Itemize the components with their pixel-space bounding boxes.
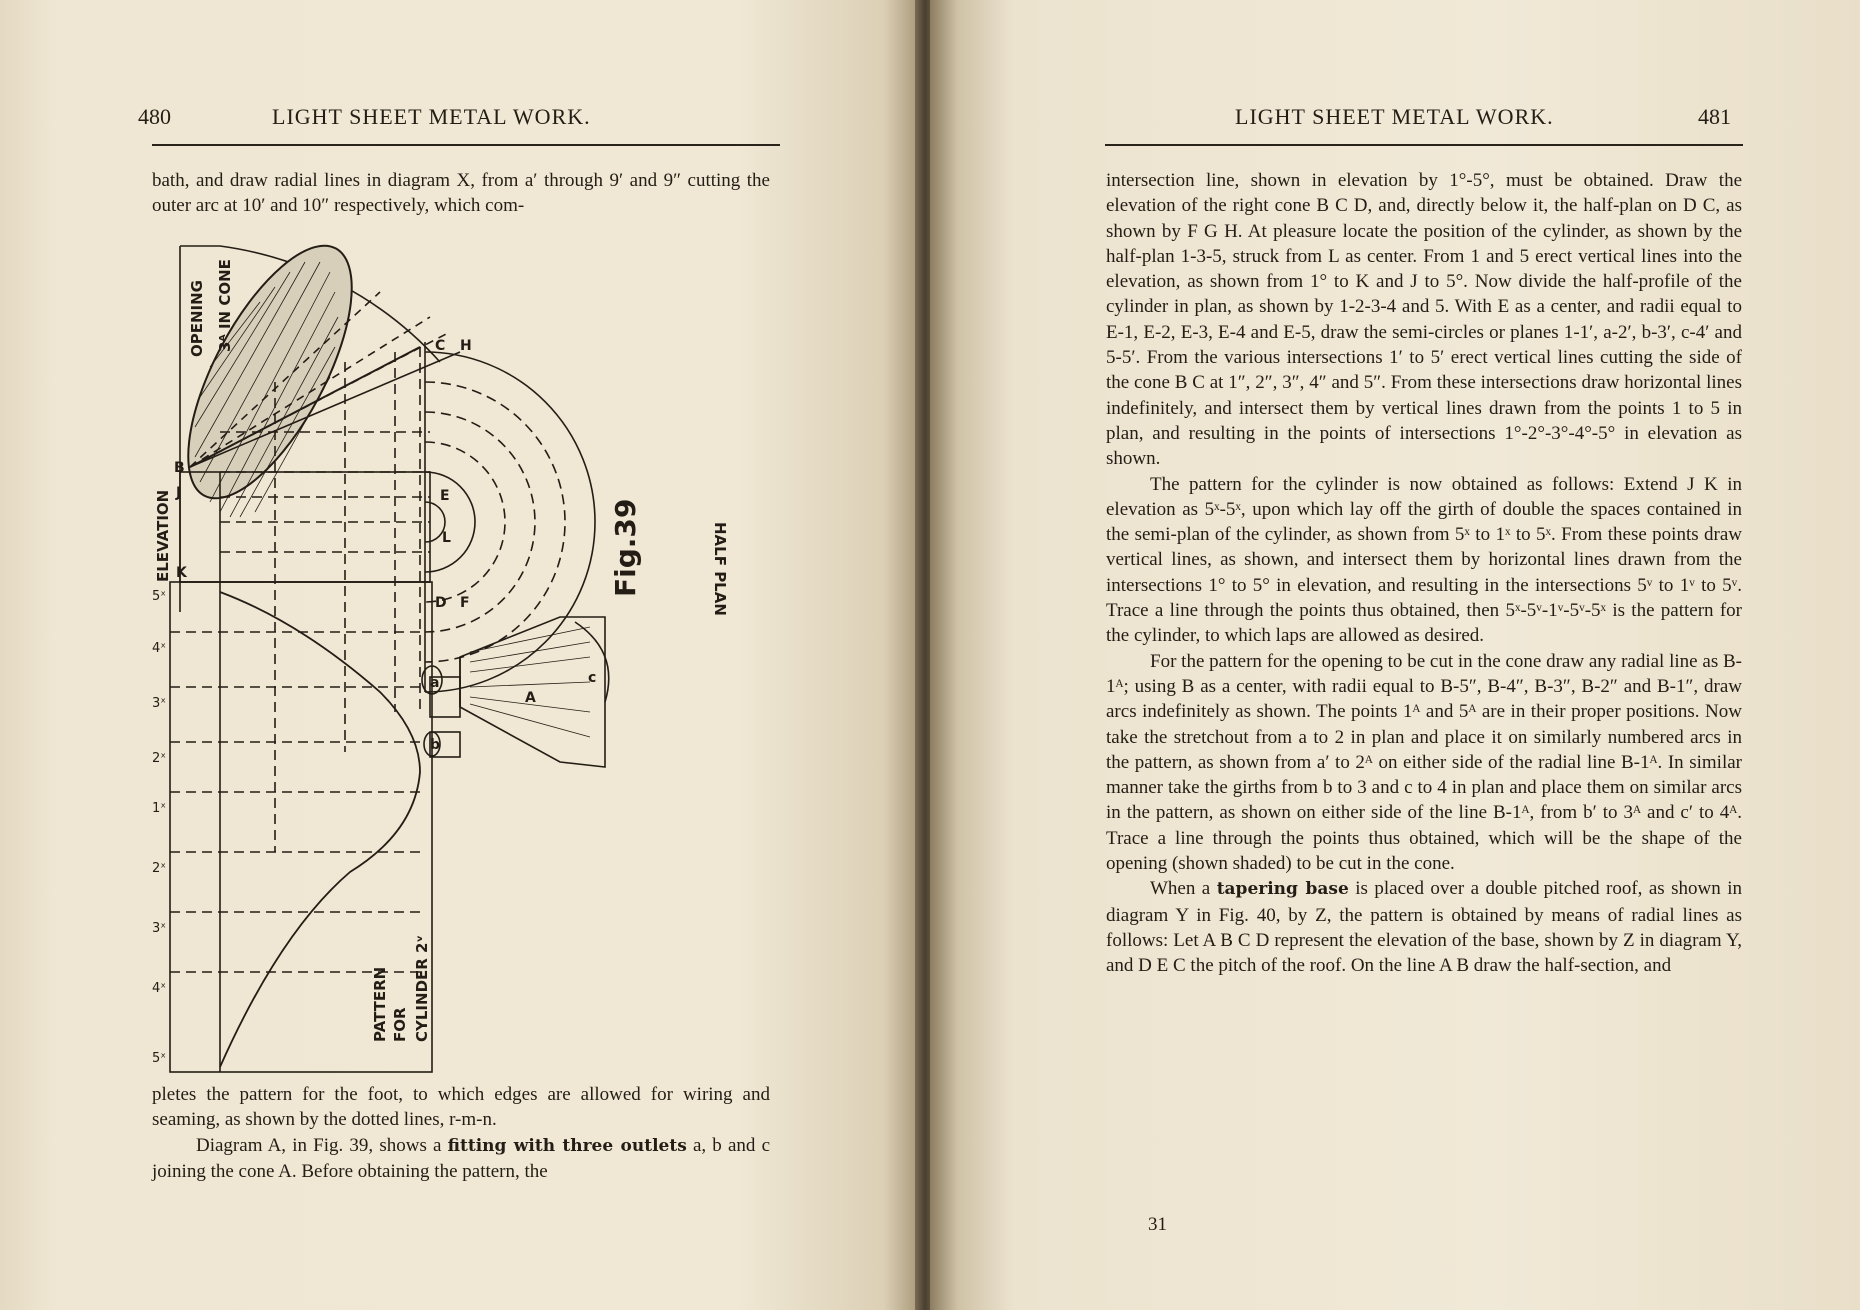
left-top-text: [152, 168, 770, 219]
left-bottom-text: [152, 1082, 770, 1184]
left-header-rule: [152, 144, 780, 146]
point-c: C: [435, 338, 446, 354]
pattern-label: PATTERN: [371, 966, 389, 1042]
elevation-label: ELEVATION: [154, 489, 172, 582]
point-j: J: [176, 485, 182, 501]
right-page-number: 481: [1698, 104, 1731, 129]
right-paragraph-2: The pattern for the cylinder is now obtained as follows: Extend J K in elevation as 5ˣ-5ˣ, upon which lay off the girth of double the spaces contained in the semi-plan of the cylinder, as shown from 5ˣ to 1ˣ to 5ˣ. From these points draw vertical lines, as shown, and intersect them by horizontal lines drawn from the intersections 1° to 5° in elevation, and resulting in the intersections 5ᵛ to 1ᵛ to 5ᵛ. Trace a line through the points thus obtained, then 5ˣ-5ᵛ-1ᵛ-5ᵛ-5ˣ is the pattern for the cylinder, to which laps are allowed as desired.: [1106, 473, 1742, 647]
right-header-rule: [1105, 144, 1743, 146]
for-label: FOR: [391, 1007, 409, 1042]
half-plan-arc: [425, 352, 595, 692]
left-running-head: LIGHT SHEET METAL WORK.: [272, 104, 591, 129]
outlet-a: a: [430, 675, 440, 691]
svg-text:2ˣ: 2ˣ: [152, 861, 167, 876]
fig-39-diagram: [152, 232, 740, 1072]
left-page-number: 480: [138, 104, 171, 129]
point-f: F: [460, 595, 470, 611]
point-b: B: [174, 460, 185, 476]
signature-mark: 31: [1148, 1214, 1167, 1235]
point-e: E: [440, 488, 450, 504]
in-cone-label: 3ᴬ IN CONE: [216, 259, 234, 352]
outlet-b: b: [430, 737, 441, 753]
fig-39-label: Fig.39: [609, 498, 642, 597]
right-body-text: [1106, 168, 1742, 979]
opening-shape: [156, 223, 385, 522]
cylinder-curve: [220, 592, 420, 1067]
point-a-fitting: A: [525, 690, 536, 706]
right-paragraph-1: intersection line, shown in elevation by 1°-5°, must be obtained. Draw the elevation of the right cone B C D, and, directly below it, the half-plan on D C, as shown by F G H. At pleasure locate the position of the cylinder, as shown by the half-plan 1-3-5, struck from L as center. From 1 and 5 erect vertical lines into the elevation, as shown from 1° to K and J to 5°. Now divide the half-profile of the cylinder in plan, as shown by 1-2-3-4 and 5. With E as a center, and radii equal to E-1, E-2, E-3, E-4 and E-5, draw the semi-circles or planes 1-1′, a-2′, b-3′, c-4′ and 5-5′. From the various intersections 1′ to 5′ erect vertical lines cutting the side of the cone B C at 1″, 2″, 3″, 4″ and 5″. From these intersections draw horizontal lines indefinitely, and intersect them by vertical lines drawn from the points 1 to 5 in plan, and resulting in the points of intersections 1°-2°-3°-4°-5° in elevation as shown.: [1106, 170, 1742, 470]
right-page: [930, 0, 1860, 1310]
cylinder-pattern-box: [170, 582, 432, 1072]
opening-label: OPENING: [188, 280, 206, 357]
left-page: [0, 0, 920, 1310]
svg-text:4ˣ: 4ˣ: [152, 641, 167, 656]
point-k: K: [176, 565, 187, 581]
left-bottom-paragraph-2: Diagram A, in Fig. 39, shows a fitting with three outlets a, b and c joining the cone A. Before obtaining the pattern, the: [152, 1134, 770, 1182]
svg-text:4ˣ: 4ˣ: [152, 981, 167, 996]
svg-text:3ˣ: 3ˣ: [152, 921, 167, 936]
left-axis-labels: [152, 589, 166, 1066]
left-bottom-paragraph-1: pletes the pattern for the foot, to which edges are allowed for wiring and seaming, as shown by the dotted lines, r-m-n.: [152, 1084, 770, 1131]
point-l: L: [442, 530, 451, 546]
point-h: H: [460, 338, 472, 354]
left-top-paragraph: bath, and draw radial lines in diagram X, from a′ through 9′ and 9″ cutting the outer arc at 10′ and 10″ respectively, which com-: [152, 170, 770, 217]
outlet-c: c: [588, 670, 597, 686]
right-paragraph-4: When a tapering base is placed over a double pitched roof, as shown in diagram Y in Fig. 40, by Z, the pattern is obtained by means of radial lines as follows: Let A B C D represent the elevation of the base, shown by Z in diagram Y, and D E C the pitch of the roof. On the line A B draw the half-section, and: [1106, 878, 1742, 977]
diagram-a-fitting: [422, 617, 609, 767]
svg-text:1ˣ: 1ˣ: [152, 801, 167, 816]
right-running-head: LIGHT SHEET METAL WORK.: [1235, 104, 1554, 129]
right-paragraph-3: For the pattern for the opening to be cut in the cone draw any radial line as B-1ᴬ; using B as a center, with radii equal to B-5″, B-4″, B-3″, B-2″ and B-1″, draw arcs indefinitely as shown. The points 1ᴬ and 5ᴬ are in their proper positions. Now take the stretchout from a to 2 in plan and place it on similarly numbered arcs in the pattern, as shown from a′ to 2ᴬ on either side of the radial line B-1ᴬ. In similar manner take the girths from b to 3 and c to 4 in plan and place them on similar arcs in the pattern, as shown on either side of the line B-1ᴬ, from b′ to 3ᴬ and c′ to 4ᴬ. Trace a line through the points thus obtained, which will be the shape of the opening (shown shaded) to be cut in the cone.: [1106, 650, 1742, 875]
half-plan-label: HALF PLAN: [711, 522, 729, 616]
svg-text:3ˣ: 3ˣ: [152, 696, 167, 711]
cylinder-label: CYLINDER 2ᵛ: [413, 935, 431, 1042]
svg-text:5ˣ: 5ˣ: [152, 1051, 167, 1066]
svg-text:2ˣ: 2ˣ: [152, 751, 167, 766]
point-d: D: [435, 595, 447, 611]
svg-text:5ˣ: 5ˣ: [152, 589, 167, 604]
